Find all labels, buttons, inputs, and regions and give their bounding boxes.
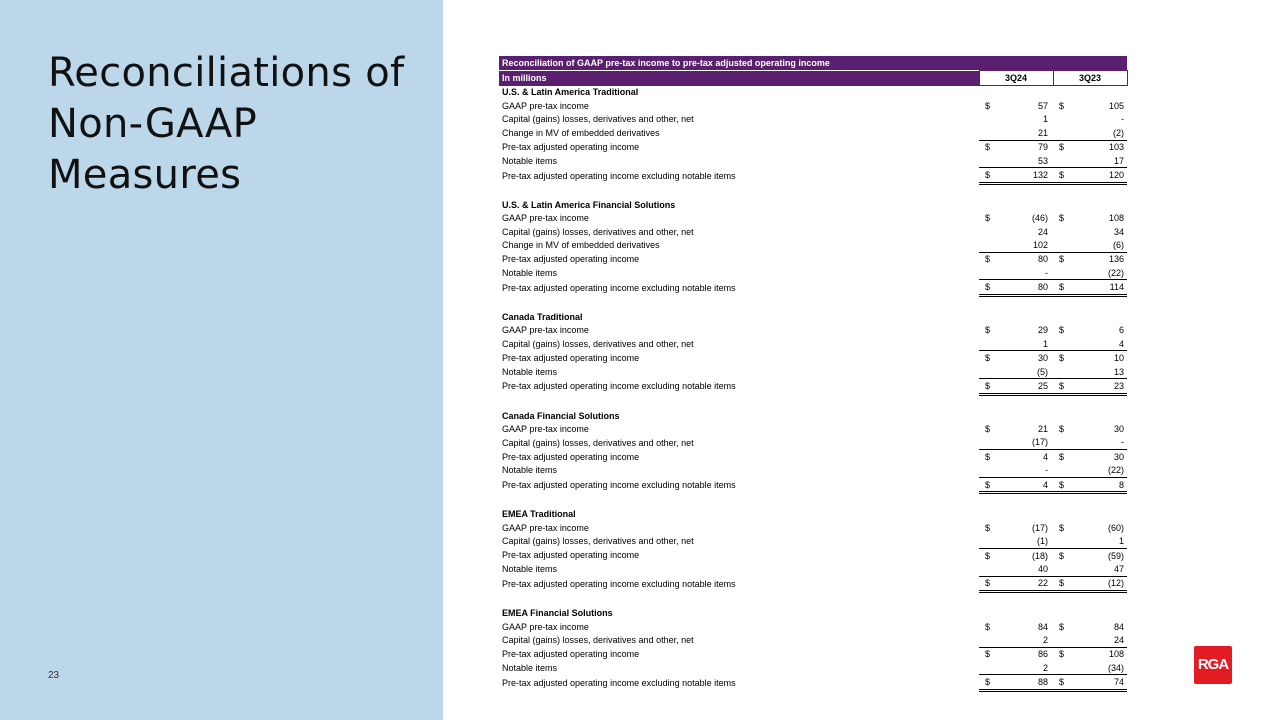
currency-3q23 [1053,562,1073,576]
currency-3q23: $ [1053,450,1073,464]
section-header-row [499,310,1127,323]
table-row [499,576,1127,591]
value-3q24: 4 [999,450,1053,464]
currency-3q23 [1053,365,1073,379]
table-row [499,351,1127,365]
row-label: Capital (gains) losses, derivatives and other, net [502,114,694,125]
currency-3q23: $ [1053,477,1073,492]
section-spacer-cell [979,198,1127,211]
table-row [499,548,1127,562]
currency-3q24: $ [979,280,999,295]
currency-3q24: $ [985,101,991,112]
value-3q23: 84 [1114,621,1125,632]
page-number: 23 [48,670,60,681]
section-spacer [499,183,1127,198]
currency-3q23: $ [1059,101,1065,112]
row-label: GAAP pre-tax income [502,101,589,112]
value-3q24: (17) [1031,437,1048,448]
row-label: GAAP pre-tax income [502,213,589,224]
section-spacer [499,295,1127,310]
currency-3q23 [1053,266,1073,280]
value-3q24: 102 [1032,239,1048,250]
currency-3q24: $ [985,621,991,632]
section-title: Canada Financial Solutions [502,410,620,421]
table-header-row [499,71,1127,86]
reconciliation-table-container [499,56,1127,692]
table-row [499,113,1127,126]
value-3q23: 103 [1073,140,1127,154]
row-label: GAAP pre-tax income [502,621,589,632]
currency-3q24: $ [979,477,999,492]
row-label: Capital (gains) losses, derivatives and other, net [502,437,694,448]
table-row [499,450,1127,464]
spacer-cell [499,592,1127,607]
value-3q24: 29 [1037,325,1048,336]
currency-3q23 [1053,337,1073,351]
table-row [499,535,1127,549]
value-3q24: 22 [999,576,1053,591]
row-label: GAAP pre-tax income [502,522,589,533]
row-label: Pre-tax adjusted operating income excluding notable items [502,677,736,688]
section-spacer [499,592,1127,607]
table-title: Reconciliation of GAAP pre-tax income to pre-tax adjusted operating income [499,56,1127,71]
table-row [499,126,1127,140]
value-3q23: (12) [1073,576,1127,591]
currency-3q24: $ [979,548,999,562]
row-label: Pre-tax adjusted operating income [502,352,640,363]
value-3q24: 40 [1037,563,1048,574]
value-3q24: 2 [1042,662,1048,673]
table-row [499,168,1127,183]
value-3q24: (18) [999,548,1053,562]
currency-3q24: $ [979,576,999,591]
row-label: Notable items [502,465,558,476]
spacer-cell [499,295,1127,310]
row-label: Pre-tax adjusted operating income [502,550,640,561]
table-row [499,212,1127,225]
currency-3q23 [1053,225,1073,238]
table-row [499,562,1127,576]
currency-3q23: $ [1059,424,1065,435]
table-row [499,647,1127,661]
row-label: Pre-tax adjusted operating income [502,142,640,152]
currency-3q24 [979,464,999,478]
value-3q24: 57 [1037,101,1048,112]
table-row [499,99,1127,112]
row-label: Pre-tax adjusted operating income [502,451,640,462]
table-row [499,422,1127,435]
currency-3q23: $ [1053,140,1073,154]
table-row [499,365,1127,379]
table-row [499,620,1127,633]
table-title-row [499,56,1127,71]
row-label: Change in MV of embedded derivatives [502,128,660,139]
value-3q23: 1 [1119,536,1125,547]
row-label: Notable items [502,155,558,166]
column-header-3q24: 3Q24 [979,71,1053,86]
row-label: Pre-tax adjusted operating income excluding notable items [502,282,736,293]
section-spacer [499,493,1127,508]
row-label: Pre-tax adjusted operating income excluding notable items [502,480,736,491]
currency-3q24 [979,365,999,379]
value-3q23: (2) [1113,127,1125,138]
value-3q23: (6) [1113,239,1125,250]
currency-3q23: $ [1059,325,1065,336]
row-label: GAAP pre-tax income [502,325,589,336]
currency-3q23: $ [1053,647,1073,661]
row-label: Notable items [502,268,558,279]
currency-3q24: $ [979,351,999,365]
value-3q24: 24 [1037,226,1048,237]
value-3q24: 132 [999,168,1053,183]
table-row [499,154,1127,168]
currency-3q23 [1053,436,1073,450]
currency-3q24: $ [979,252,999,266]
currency-3q24 [979,225,999,238]
currency-3q23: $ [1059,213,1065,224]
row-label: GAAP pre-tax income [502,424,589,435]
currency-3q24 [979,126,999,140]
value-3q23: 34 [1114,226,1125,237]
section-spacer-cell [979,86,1127,100]
value-3q24: 2 [1042,634,1048,645]
currency-3q24: $ [979,450,999,464]
row-label: Notable items [502,366,558,377]
section-title: EMEA Financial Solutions [502,608,613,619]
table-row [499,464,1127,478]
currency-3q23: $ [1053,675,1073,690]
currency-3q24 [979,436,999,450]
left-panel [0,0,443,720]
row-label: Pre-tax adjusted operating income excluding notable items [502,381,736,392]
value-3q23: 108 [1073,647,1127,661]
table-row [499,661,1127,675]
value-3q24: 21 [1037,424,1048,435]
currency-3q24 [979,154,999,168]
currency-3q24 [979,562,999,576]
value-3q23: - [1121,114,1125,125]
value-3q23: 105 [1109,101,1125,112]
row-label: Pre-tax adjusted operating income excluding notable items [502,578,736,589]
currency-3q24: $ [979,647,999,661]
value-3q23: 136 [1073,252,1127,266]
table-row [499,477,1127,492]
section-title: U.S. & Latin America Financial Solutions [502,199,676,210]
row-label: Capital (gains) losses, derivatives and other, net [502,635,694,646]
currency-3q24 [979,633,999,647]
value-3q23: 114 [1073,280,1127,295]
currency-3q23: $ [1053,576,1073,591]
value-3q23: 30 [1114,424,1125,435]
currency-3q23: $ [1059,522,1065,533]
row-label: Pre-tax adjusted operating income [502,254,640,265]
currency-3q23 [1053,113,1073,126]
table-row [499,324,1127,337]
section-title: Canada Traditional [502,311,583,322]
row-label: Pre-tax adjusted operating income [502,649,640,660]
currency-3q23: $ [1053,168,1073,183]
currency-3q23: $ [1053,351,1073,365]
value-3q24: 80 [999,280,1053,295]
currency-3q24: $ [979,675,999,690]
value-3q23: (60) [1108,522,1125,533]
currency-3q24 [979,266,999,280]
table-row [499,436,1127,450]
value-3q24: 30 [999,351,1053,365]
currency-3q24 [979,238,999,252]
row-label: Notable items [502,662,558,673]
row-label: Notable items [502,564,558,575]
row-label: Change in MV of embedded derivatives [502,240,660,251]
value-3q23: 13 [1114,366,1125,377]
value-3q23: (22) [1108,465,1125,476]
table-row [499,238,1127,252]
section-header-row [499,86,1127,100]
value-3q24: (1) [1037,536,1048,547]
value-3q23: - [1121,437,1125,448]
spacer-cell [499,183,1127,198]
value-3q23: 8 [1073,477,1127,492]
currency-3q24: $ [985,522,991,533]
currency-3q23: $ [1053,379,1073,394]
section-header-row [499,198,1127,211]
table-row [499,266,1127,280]
value-3q23: 47 [1114,563,1125,574]
currency-3q24: $ [985,424,991,435]
currency-3q23: $ [1053,280,1073,295]
table-row [499,337,1127,351]
slide-title: Reconciliations of Non-GAAP Measures [48,50,405,198]
reconciliation-table [499,56,1128,692]
section-spacer-cell [979,409,1127,422]
value-3q24: (5) [1037,366,1048,377]
currency-3q23 [1053,154,1073,168]
spacer-cell [499,493,1127,508]
row-label: Capital (gains) losses, derivatives and other, net [502,536,694,547]
currency-3q23 [1053,661,1073,675]
currency-3q24: $ [979,379,999,394]
table-row [499,521,1127,534]
currency-3q23: $ [1053,252,1073,266]
value-3q24: 21 [1037,127,1048,138]
currency-3q23 [1053,535,1073,549]
value-3q24: 53 [1037,155,1048,166]
currency-3q23: $ [1059,621,1065,632]
section-spacer-cell [979,310,1127,323]
table-row [499,675,1127,690]
table-row [499,633,1127,647]
section-title: U.S. & Latin America Traditional [502,87,639,98]
value-3q24: 1 [1042,114,1048,125]
section-header-row [499,508,1127,521]
value-3q23: 24 [1114,634,1125,645]
value-3q23: 6 [1119,325,1125,336]
value-3q24: 86 [999,647,1053,661]
value-3q23: 108 [1109,213,1125,224]
section-spacer-cell [979,606,1127,619]
currency-3q24 [979,337,999,351]
rga-logo: RGA [1194,646,1232,684]
value-3q24: 4 [999,477,1053,492]
value-3q23: 17 [1114,155,1125,166]
value-3q23: 4 [1119,338,1125,349]
column-header-3q23: 3Q23 [1053,71,1127,86]
table-row [499,140,1127,154]
row-label: Pre-tax adjusted operating income excluding notable items [502,170,736,181]
section-title: EMEA Traditional [502,509,576,520]
section-header-row [499,409,1127,422]
table-row [499,379,1127,394]
currency-3q23 [1053,464,1073,478]
value-3q24: - [1045,267,1048,278]
currency-3q23: $ [1053,548,1073,562]
value-3q23: (59) [1073,548,1127,562]
units-label: In millions [499,71,979,86]
value-3q23: (22) [1108,267,1125,278]
value-3q24: 1 [1042,338,1048,349]
value-3q23: 10 [1073,351,1127,365]
currency-3q24: $ [985,213,991,224]
value-3q23: (34) [1108,662,1125,673]
value-3q24: - [1045,465,1048,476]
section-header-row [499,606,1127,619]
currency-3q24: $ [979,140,999,154]
value-3q24: (17) [1031,522,1048,533]
value-3q24: 84 [1037,621,1048,632]
table-row [499,280,1127,295]
value-3q24: 88 [999,675,1053,690]
value-3q24: (46) [1031,213,1048,224]
row-label: Capital (gains) losses, derivatives and other, net [502,338,694,349]
currency-3q23 [1053,633,1073,647]
value-3q24: 80 [999,252,1053,266]
table-row [499,252,1127,266]
value-3q23: 23 [1073,379,1127,394]
section-spacer [499,394,1127,409]
section-spacer-cell [979,508,1127,521]
currency-3q23 [1053,238,1073,252]
value-3q23: 74 [1073,675,1127,690]
value-3q24: 79 [999,140,1053,154]
value-3q23: 30 [1073,450,1127,464]
spacer-cell [499,394,1127,409]
currency-3q24 [979,113,999,126]
value-3q24: 25 [999,379,1053,394]
currency-3q24: $ [985,325,991,336]
value-3q23: 120 [1073,168,1127,183]
currency-3q24: $ [979,168,999,183]
currency-3q23 [1053,126,1073,140]
currency-3q24 [979,535,999,549]
currency-3q24 [979,661,999,675]
row-label: Capital (gains) losses, derivatives and other, net [502,226,694,237]
table-row [499,225,1127,238]
